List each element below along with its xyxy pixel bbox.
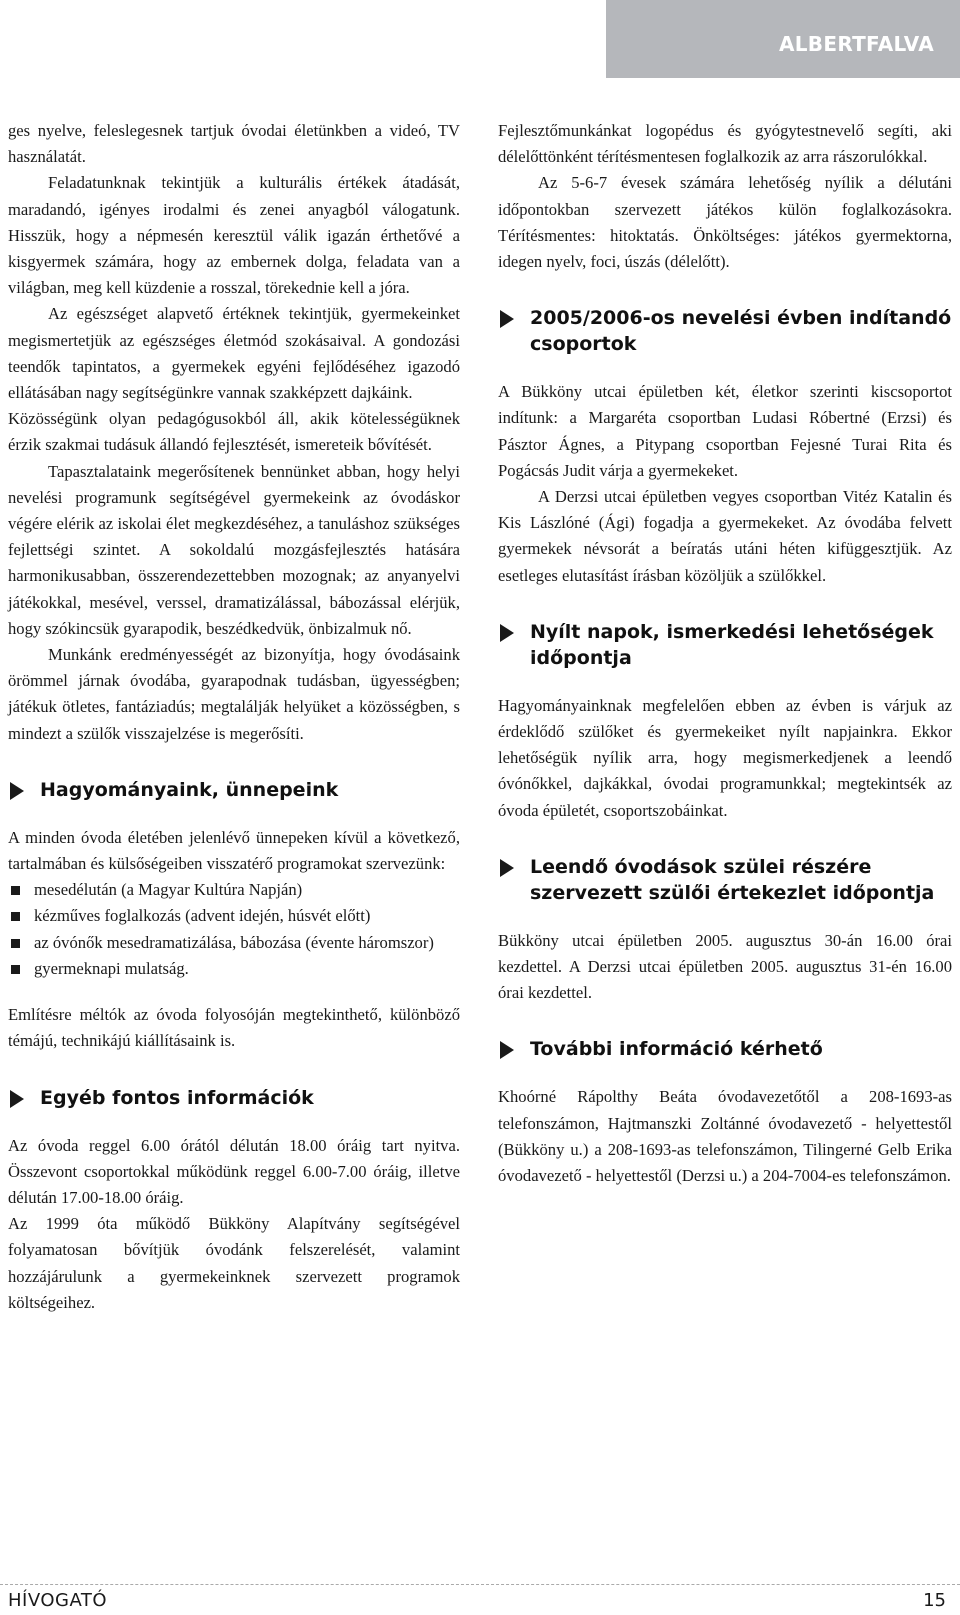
paragraph: Bükköny utcai épületben 2005. augusztus 30-án 16.00 órai kezdettel. A Derzsi utcai épületben 2005. augusztus 31-én 16.00 órai kezdettel. — [498, 930, 952, 1003]
heading-text: Egyéb fontos információk — [40, 1086, 314, 1109]
header-tab — [606, 0, 960, 78]
paragraph: Tapasztalataink megerősítenek bennünket abban, hogy helyi nevelési programunk segítségével gyermekeink az óvodáskor végére elérik az iskolai élet megkezdéséhez, a tanuláshoz szükséges fejlettségi szintet. A sokoldalú mozgásfejlesztés hatására harmonikusabban, összerendezettebben mozognak; az anyanyelvi játékokkal, mesével, verssel, dramatizálással, bábozással elérjük, hogy szókincsük gyarapodik, beszédkedvük, önbizalmuk nő. — [8, 461, 460, 638]
paragraph: A minden óvoda életében jelenlévő ünnepeken kívül a következő, tartalmában és külsőségeiben visszatérő programokat szervezünk: — [8, 827, 460, 874]
paragraph: Az 5-6-7 évesek számára lehetőség nyílik a délutáni időpontokban szervezett játékos külön foglalkozásokra. Térítésmentes: hitoktatás. Önköltséges: játékos gyermektorna, idegen nyelv, foci, úszás (délelőtt). — [498, 173, 952, 272]
section-heading — [8, 1085, 460, 1111]
paragraph: Közösségünk olyan pedagógusokból áll, akik kötelességüknek érzik szakmai tudásuk állandó fejlesztését, ismereteik bővítését. — [8, 409, 460, 455]
footer-divider — [0, 1584, 960, 1585]
square-bullet-icon — [11, 912, 20, 921]
paragraph: Említésre méltók az óvoda folyosóján megtekinthető, különböző témájú, technikájú kiállításaink is. — [8, 1005, 460, 1051]
paragraph: Fejlesztőmunkánkat logopédus és gyógytestnevelő segíti, aki délelőttönként térítésmentesen foglalkozik az arra rászorulókkal. — [498, 121, 952, 167]
triangle-bullet-icon — [500, 1041, 514, 1059]
square-bullet-icon — [11, 886, 20, 895]
list-item: az óvónők mesedramatizálása, bábozása (évente háromszor) — [8, 930, 460, 956]
triangle-bullet-icon — [500, 310, 514, 328]
section-title: ALBERTFALVA — [778, 32, 934, 56]
right-column — [498, 118, 952, 1189]
heading-text: Leendő óvodások szülei részére szervezett szülői értekezlet időpontja — [530, 855, 935, 904]
paragraph: Az egészséget alapvető értéknek tekintjük, gyermekeinket megismertetjük az egészséges életmód szokásaival. A gondozási teendők tapintatos, a gyermekek egyéni fejlődéséhez igazodó ellátásában nagy segítségünkre vannak szakképzett dajkáink. — [8, 304, 460, 403]
paragraph: Hagyományainknak megfelelően ebben az évben is várjuk az érdeklődő szülőket és gyermekeiket nyílt napjainkra. Ekkor lehetőségük nyílik arra, hogy megismerkedjenek a leendő óvónőkkel, dajkákkal, óvodai programunkkal; megtekintsék az óvoda épületét, csoportszobáinkat. — [498, 695, 952, 820]
paragraph: Khoórné Rápolthy Beáta óvodavezetőtől a 208-1693-as telefonszámon, Hajtmanszki Zoltánné óvodavezető - helyettestől (Bükköny u.) a 208-1693-as telefonszámon, Tilingerné Gelb Erika óvodavezető - helyettestől (Derzsi u.) a 204-7004-es telefonszámon. — [498, 1087, 952, 1186]
paragraph: Feladatunknak tekintjük a kulturális értékek átadását, maradandó, igényes irodalmi és zenei anyagból válogatunk. Hisszük, hogy a népmesén keresztül válik igazán érthetővé a kisgyermek számára, hogy az embernek dolga, feladata van a világban, meg kell küzdenie a rosszal, törekednie kell a jóra. — [8, 173, 460, 298]
publication-name: HÍVOGATÓ — [8, 1590, 108, 1611]
program-list — [8, 877, 460, 982]
paragraph: ges nyelve, feleslegesnek tartjuk óvodai életünkben a videó, TV használatát. — [8, 121, 460, 167]
triangle-bullet-icon — [500, 624, 514, 642]
section-heading — [498, 1036, 952, 1062]
triangle-bullet-icon — [10, 1090, 24, 1108]
paragraph: Az 1999 óta működő Bükköny Alapítvány segítségével folyamatosan bővítjük óvodánk felszerelését, valamint hozzájárulunk a gyermekeinknek szervezett programok költségeihez. — [8, 1214, 460, 1312]
section-heading — [498, 619, 952, 671]
heading-text: Hagyományaink, ünnepeink — [40, 778, 339, 801]
paragraph: A Derzsi utcai épületben vegyes csoportban Vitéz Katalin és Kis Lászlóné (Ági) fogadja a gyermekeket. Az óvodába felvett gyermekek névsorát a beíratás utáni héten kifüggesztjük. Az esetleges elutasítást írásban közöljük a szülőkkel. — [498, 487, 952, 585]
paragraph: A Bükköny utcai épületben két, életkor szerinti kiscsoportot indítunk: a Margaréta csoportban Ludasi Róbertné (Erzsi) és Pásztor Ágnes, a Pitypang csoportban Fejesné Turai Rita és Pogácsás Judit várja a gyermekeket. — [498, 382, 952, 480]
paragraph: Munkánk eredményességét az bizonyítja, hogy óvodásaink örömmel járnak óvodába, gyarapodnak tudásban, ügyességben; játékuk ötletes, fantáziadús; megtalálják helyüket a közösségben, s mindezt a szülők visszajelzése is megerősíti. — [8, 645, 460, 743]
triangle-bullet-icon — [500, 859, 514, 877]
section-heading — [498, 854, 952, 906]
page-number: 15 — [923, 1590, 946, 1611]
heading-text: 2005/2006-os nevelési évben indítandó csoportok — [530, 307, 952, 356]
paragraph: Az óvoda reggel 6.00 órától délután 18.00 óráig tart nyitva. Összevont csoportokkal működünk reggel 6.00-7.00 óráig, illetve délután 17.00-18.00 óráig. — [8, 1135, 460, 1207]
heading-text: További információ kérhető — [530, 1038, 823, 1061]
square-bullet-icon — [11, 965, 20, 974]
square-bullet-icon — [11, 939, 20, 948]
list-item: kézműves foglalkozás (advent idején, húsvét előtt) — [8, 903, 460, 929]
heading-text: Nyílt napok, ismerkedési lehetőségek időpontja — [530, 620, 934, 669]
section-heading — [498, 305, 952, 357]
list-item: gyermeknapi mulatság. — [8, 956, 460, 982]
list-item: mesedélután (a Magyar Kultúra Napján) — [8, 877, 460, 903]
section-heading — [8, 777, 460, 803]
left-column — [8, 118, 460, 1316]
triangle-bullet-icon — [10, 782, 24, 800]
